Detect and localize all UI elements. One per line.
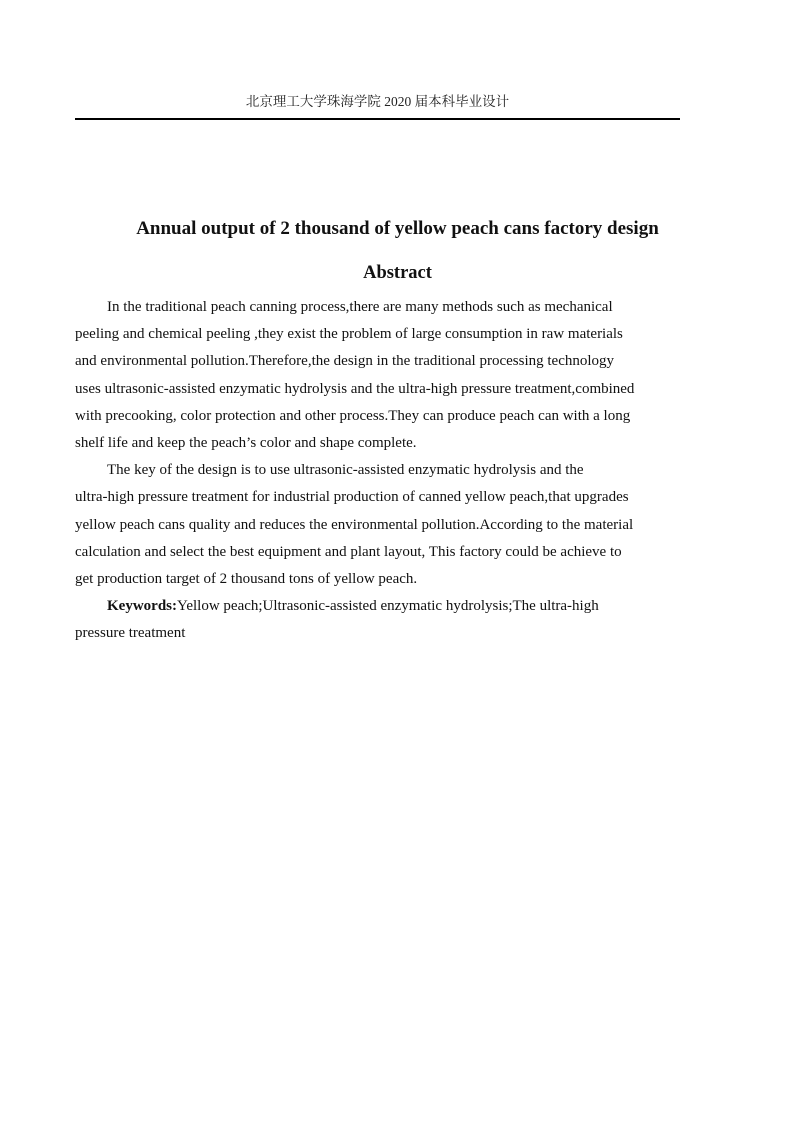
paragraph-line: ultra-high pressure treatment for industrial production of canned yellow peach,that upgrades [75,489,629,506]
paragraph-line: with precooking, color protection and other process.They can produce peach can with a long [75,407,631,424]
paragraph-line: In the traditional peach canning process,there are many methods such as mechanical [107,299,613,315]
abstract-body [75,294,675,648]
keywords-paragraph [75,593,675,647]
abstract-paragraph-2 [75,457,675,593]
paragraph-line: The key of the design is to use ultrasonic-assisted enzymatic hydrolysis and the [107,462,584,479]
paragraph-line: get production target of 2 thousand tons of yellow peach. [75,571,418,588]
keywords-text: Yellow peach;Ultrasonic-assisted enzymatic hydrolysis;The ultra-high [177,598,599,615]
paragraph-line: shelf life and keep the peach’s color and shape complete. [75,435,417,452]
paragraph-line: calculation and select the best equipment and plant layout, This factory could be achieve to [75,543,622,560]
thesis-title: Annual output of 2 thousand of yellow peach cans factory design [136,218,659,239]
paragraph-line: peeling and chemical peeling ,they exist the problem of large consumption in raw materials [75,326,623,343]
page-header: 北京理工大学珠海学院 2020 届本科毕业设计 [245,94,510,109]
abstract-heading: Abstract [363,263,432,283]
abstract-paragraph-1 [75,294,675,457]
header-divider [75,118,680,120]
keywords-line-continued: pressure treatment [75,625,186,642]
paragraph-line: yellow peach cans quality and reduces the environmental pollution.According to the material [75,516,634,533]
keywords-line [75,593,675,620]
keywords-label: Keywords: [107,598,177,615]
paragraph-line: uses ultrasonic-assisted enzymatic hydrolysis and the ultra-high pressure treatment,combined [75,380,635,397]
paragraph-line: and environmental pollution.Therefore,the design in the traditional processing technology [75,353,615,370]
